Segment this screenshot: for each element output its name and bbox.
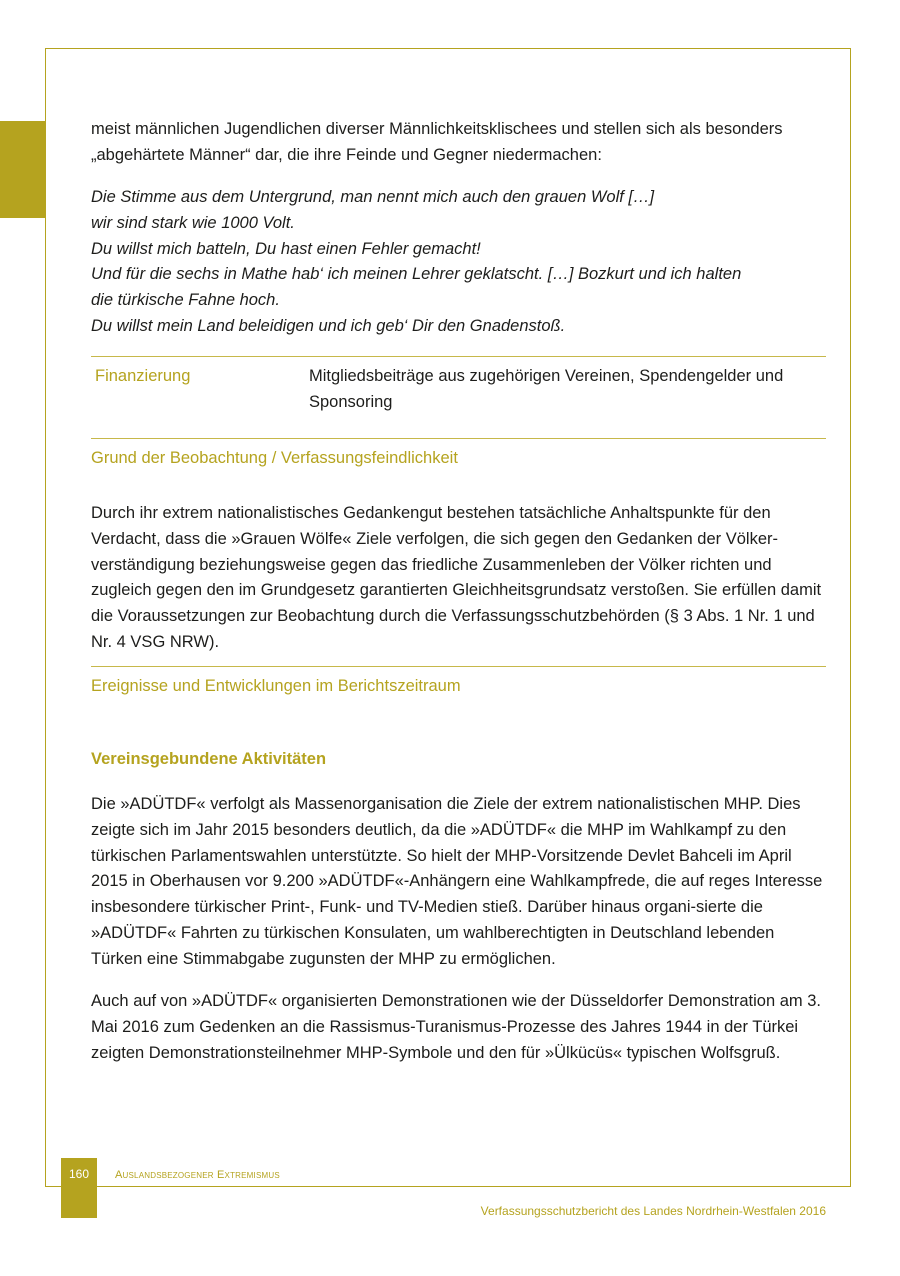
observation-heading: Grund der Beobachtung / Verfassungsfeindlichkeit	[91, 449, 458, 467]
divider	[91, 666, 826, 667]
lyrics-line: die türkische Fahne hoch.	[91, 291, 280, 310]
divider	[91, 356, 826, 357]
intro-paragraph: meist männlichen Jugendlichen diverser Männlichkeitsklischees und stellen sich als besonders „abgehärtete Männer“ dar, die ihre Feinde und Gegner niedermachen:	[91, 120, 783, 164]
events-heading: Ereignisse und Entwicklungen im Berichtszeitraum	[91, 677, 461, 695]
lyrics-quote	[91, 185, 826, 340]
financing-value: Mitgliedsbeiträge aus zugehörigen Vereinen, Spendengelder und Sponsoring	[309, 367, 784, 411]
events-paragraph-1: Die »ADÜTDF« verfolgt als Massenorganisation die Ziele der extrem nationalistischen MHP. Dies zeigte sich im Jahr 2015 besonders deutlich, da die »ADÜTDF« die MHP im Wahlkampf zu den türkischen Parlamentswahlen unterstützte. So hielt der MHP-Vorsitzende Devlet Bahceli im April 2015 in Oberhausen vor 9.200 »ADÜTDF«-Anhängern eine Wahlkampfrede, die auf reges Interesse insbesondere türkischer Print-, Funk- und TV-Medien stieß. Darüber hinaus organi-sierte die »ADÜTDF« Fahrten zu türkischen Konsulaten, um wahlberechtigten in Deutschland lebenden Türken eine Stimmabgabe zugunsten der MHP zu ermöglichen.	[91, 795, 823, 968]
lyrics-line: wir sind stark wie 1000 Volt.	[91, 213, 295, 232]
footer-publication: Verfassungsschutzbericht des Landes Nordrhein-Westfalen 2016	[480, 1204, 826, 1218]
lyrics-line: Und für die sechs in Mathe hab‘ ich meinen Lehrer geklatscht. […] Bozkurt und ich halten	[91, 265, 742, 284]
financing-label: Finanzierung	[95, 367, 191, 385]
lyrics-line: Du willst mein Land beleidigen und ich geb‘ Dir den Gnadenstoß.	[91, 316, 566, 335]
events-paragraph-2: Auch auf von »ADÜTDF« organisierten Demonstrationen wie der Düsseldorfer Demonstration am 3. Mai 2016 zum Gedenken an die Rassismus-Turanismus-Prozesse des Jahres 1944 in der Türkei zeigten Demonstrationsteilnehmer MHP-Symbole und den für »Ülkücüs« typischen Wolfsgruß.	[91, 992, 822, 1062]
side-tab-marker	[0, 121, 46, 218]
divider	[91, 438, 826, 439]
lyrics-line: Du willst mich batteln, Du hast einen Fehler gemacht!	[91, 239, 481, 258]
page-number: 160	[68, 1167, 90, 1181]
lyrics-line: Die Stimme aus dem Untergrund, man nennt mich auch den grauen Wolf […]	[91, 188, 655, 206]
observation-paragraph: Durch ihr extrem nationalistisches Gedankengut bestehen tatsächliche Anhaltspunkte für den Verdacht, dass die »Grauen Wölfe« Ziele verfolgen, die sich gegen den Gedanken der Völker-verständigung beziehungsweise gegen das friedliche Zusammenleben der Völker richten und zugleich gegen den im Grundgesetz garantierten Gleichheitsgrundsatz verstoßen. Sie erfüllen damit die Voraussetzungen zur Beobachtung durch die Verfassungsschutzbehörden (§ 3 Abs. 1 Nr. 1 und Nr. 4 VSG NRW).	[91, 504, 822, 651]
activities-subheading: Vereinsgebundene Aktivitäten	[91, 750, 327, 768]
running-header: Auslandsbezogener Extremismus	[115, 1169, 280, 1181]
